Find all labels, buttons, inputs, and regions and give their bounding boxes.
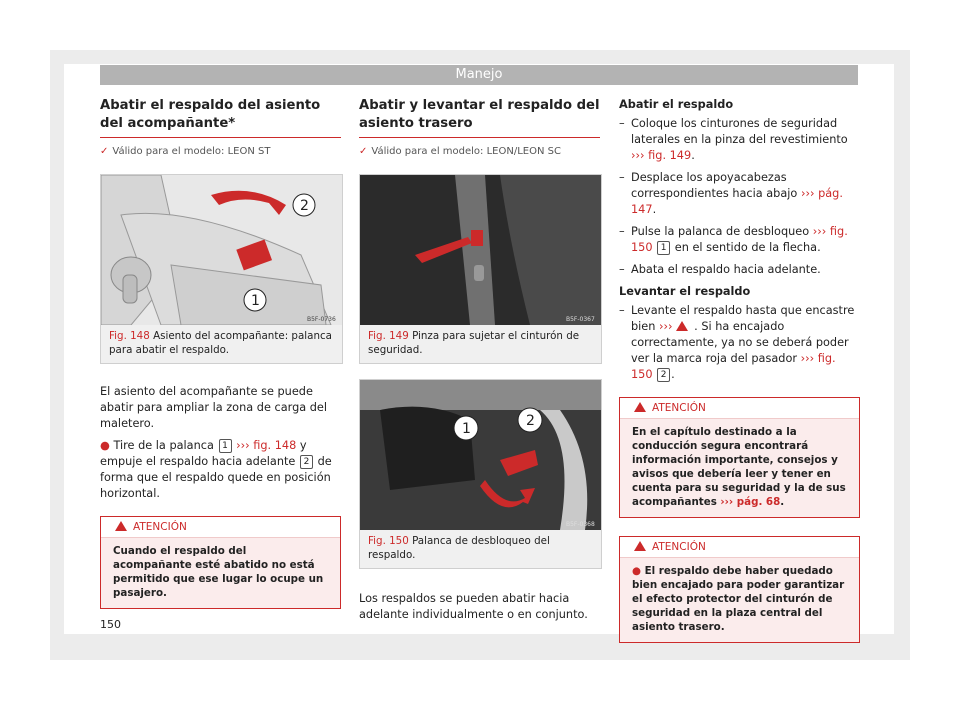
figure-link[interactable]: fig. 150	[631, 352, 836, 381]
figure-caption: Fig. 148 Asiento del acompañante: palanca para abatir el respaldo.	[101, 325, 342, 363]
arrow-icon: ›››	[812, 225, 827, 238]
arrow-icon: ›››	[720, 496, 734, 508]
warning-box: ATENCIÓN Cuando el respaldo del acompañante esté abatido no está permitido que ese lugar lo ocupe un pasajero.	[100, 516, 341, 609]
belt-clip-photo	[360, 175, 601, 325]
figure-150	[359, 379, 602, 569]
svg-text:2: 2	[300, 198, 309, 214]
page-link[interactable]: pág. 147	[631, 187, 843, 216]
arrow-icon: ›››	[236, 439, 250, 452]
warning-text: Cuando el respaldo del acompañante esté abatido no está permitido que ese lugar lo ocupe un pasajero.	[101, 538, 340, 608]
bullet-icon: ●	[100, 439, 110, 452]
subheading-levantar: Levantar el respaldo	[619, 285, 751, 298]
warning-box: ATENCIÓN ● El respaldo debe haber quedado bien encajado para poder garantizar el efecto protector del cinturón de seguridad en la plaza central del asiento trasero.	[619, 536, 860, 643]
warning-icon	[115, 521, 127, 531]
arrow-icon: ›››	[631, 149, 645, 162]
arrow-icon: ›››	[659, 320, 673, 333]
instruction-step: ● Tire de la palanca 1 ››› fig. 148 y empuje el respaldo hacia adelante 2 de forma que el respaldo quede en posición horizontal.	[100, 439, 332, 500]
subheading-abatir: Abatir el respaldo	[619, 98, 734, 111]
check-icon: ✓	[100, 146, 109, 157]
svg-text:1: 1	[462, 421, 471, 437]
check-icon: ✓	[359, 146, 368, 157]
warning-icon	[634, 541, 646, 551]
figure-link[interactable]: fig. 148	[253, 439, 297, 452]
svg-text:2: 2	[526, 413, 535, 429]
list-item: – Pulse la palanca de desbloqueo ››› fig. 150 1 en el sentido de la flecha.	[619, 225, 848, 254]
section-title: Abatir y levantar el respaldo del asiento trasero	[359, 97, 600, 138]
seat-lever-illustration	[101, 175, 342, 325]
svg-text:1: 1	[251, 293, 260, 309]
svg-text:B5F-0367: B5F-0367	[566, 316, 595, 323]
bullet-icon: ●	[632, 565, 641, 577]
section-title: Abatir el respaldo del asiento del acompañante*	[100, 97, 341, 138]
column-2	[359, 97, 600, 623]
warning-box: ATENCIÓN En el capítulo destinado a la conducción segura encontrará información importante, consejos y avisos que debería leer y tener en cuenta para su seguridad y la de sus acompañantes ››› pág. 68.	[619, 397, 860, 518]
svg-text:B5F-0368: B5F-0368	[566, 521, 595, 528]
release-lever-photo	[360, 380, 601, 530]
intro-paragraph: El asiento del acompañante se puede abatir para ampliar la zona de carga del maletero.	[100, 385, 328, 430]
arrow-icon: ›››	[800, 187, 815, 200]
callout-badge-2: 2	[300, 455, 313, 469]
figure-link[interactable]: fig. 150	[631, 225, 848, 254]
callout-badge-2: 2	[657, 368, 670, 382]
figure-caption: Fig. 150 Palanca de desbloqueo del respaldo.	[360, 530, 601, 568]
column-3	[619, 97, 860, 643]
column-1	[100, 97, 341, 609]
figure-148	[100, 174, 343, 364]
validity-note: ✓ Válido para el modelo: LEON ST	[100, 146, 271, 157]
arrow-icon: ›››	[800, 352, 815, 365]
warning-text: ● El respaldo debe haber quedado bien encajado para poder garantizar el efecto protector del cinturón de seguridad en la plaza central del asiento trasero.	[620, 558, 859, 642]
section-header: Manejo	[100, 65, 858, 85]
figure-149	[359, 174, 602, 364]
figure-link[interactable]: fig. 149	[648, 149, 692, 162]
figure-caption: Fig. 149 Pinza para sujetar el cinturón de seguridad.	[360, 325, 601, 363]
outro-paragraph: Los respaldos se pueden abatir hacia adelante individualmente o en conjunto.	[359, 592, 588, 621]
warning-icon	[676, 321, 688, 331]
validity-note: ✓ Válido para el modelo: LEON/LEON SC	[359, 146, 561, 157]
warning-icon	[634, 402, 646, 412]
page-number: 150	[100, 618, 121, 631]
page-link[interactable]: pág. 68	[736, 496, 781, 508]
list-item: – Abata el respaldo hacia adelante.	[619, 263, 821, 276]
list-item: – Levante el respaldo hasta que encastre bien ››› . Si ha encajado correctamente, ya no se deberá poder ver la marca roja del pasador ››› fig. 150 2 .	[619, 304, 855, 381]
list-item: – Coloque los cinturones de seguridad laterales en la pinza del revestimiento ››› fig. 149.	[619, 117, 848, 162]
callout-badge-1: 1	[657, 241, 670, 255]
svg-text:B5F-0736: B5F-0736	[307, 316, 336, 323]
warning-text: En el capítulo destinado a la conducción segura encontrará información importante, consejos y avisos que debería leer y tener en cuenta para su seguridad y la de sus acompañantes ››› pág. 68.	[620, 419, 859, 517]
callout-badge-1: 1	[219, 439, 232, 453]
list-item: – Desplace los apoyacabezas correspondientes hacia abajo ››› pág. 147.	[619, 171, 843, 216]
